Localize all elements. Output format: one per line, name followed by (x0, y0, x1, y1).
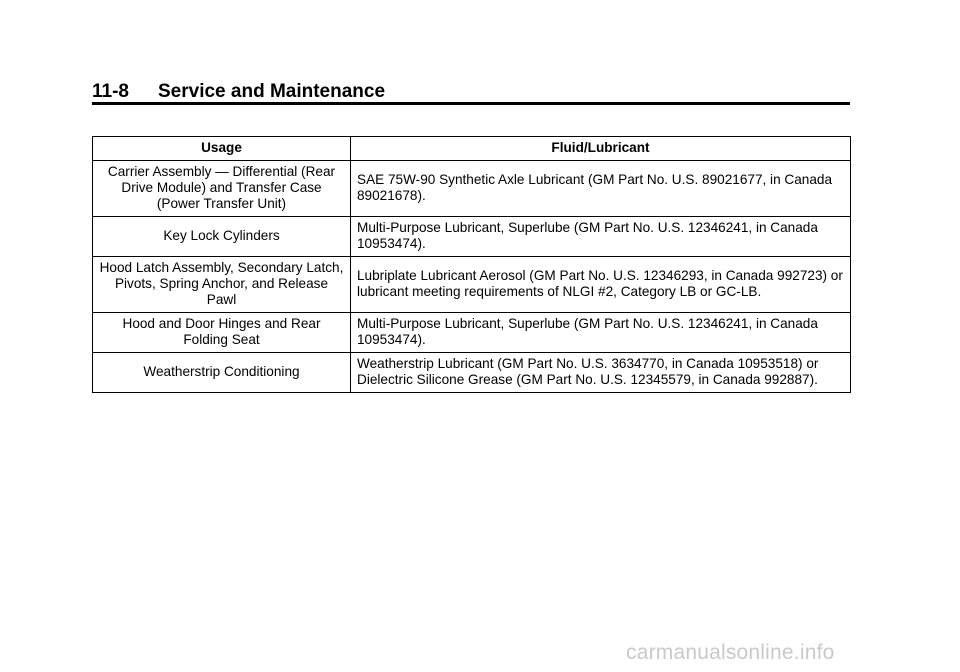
table-row (93, 217, 851, 257)
fluid-cell: Lubriplate Lubricant Aerosol (GM Part No. U.S. 12346293, in Canada 992723) or lubricant meeting requirements of NLGI #2, Category LB or GC-LB. (351, 257, 851, 313)
page-header (92, 80, 850, 104)
table-row (93, 257, 851, 313)
fluid-cell: Multi-Purpose Lubricant, Superlube (GM Part No. U.S. 12346241, in Canada 10953474). (351, 217, 851, 257)
column-header-fluid: Fluid/Lubricant (351, 137, 851, 161)
usage-cell: Hood and Door Hinges and Rear Folding Seat (93, 313, 351, 353)
header-rule (92, 102, 850, 105)
table-row (93, 161, 851, 217)
usage-cell: Hood Latch Assembly, Secondary Latch, Pivots, Spring Anchor, and Release Pawl (93, 257, 351, 313)
fluid-cell: SAE 75W-90 Synthetic Axle Lubricant (GM Part No. U.S. 89021677, in Canada 89021678). (351, 161, 851, 217)
fluid-cell: Multi-Purpose Lubricant, Superlube (GM Part No. U.S. 12346241, in Canada 10953474). (351, 313, 851, 353)
column-header-usage: Usage (93, 137, 351, 161)
section-title: Service and Maintenance (158, 81, 386, 102)
watermark: carmanualsonline.info (626, 641, 835, 664)
fluid-cell: Weatherstrip Lubricant (GM Part No. U.S. 3634770, in Canada 10953518) or Dielectric Silicone Grease (GM Part No. U.S. 12345579, in Canada 992887). (351, 353, 851, 393)
usage-cell: Carrier Assembly — Differential (Rear Drive Module) and Transfer Case (Power Transfer Unit) (93, 161, 351, 217)
usage-cell: Key Lock Cylinders (93, 217, 351, 257)
usage-cell: Weatherstrip Conditioning (93, 353, 351, 393)
page-number: 11-8 (92, 81, 129, 102)
fluids-lubricants-table (92, 136, 851, 393)
table-row (93, 353, 851, 393)
table-header-row (93, 137, 851, 161)
table-row (93, 313, 851, 353)
